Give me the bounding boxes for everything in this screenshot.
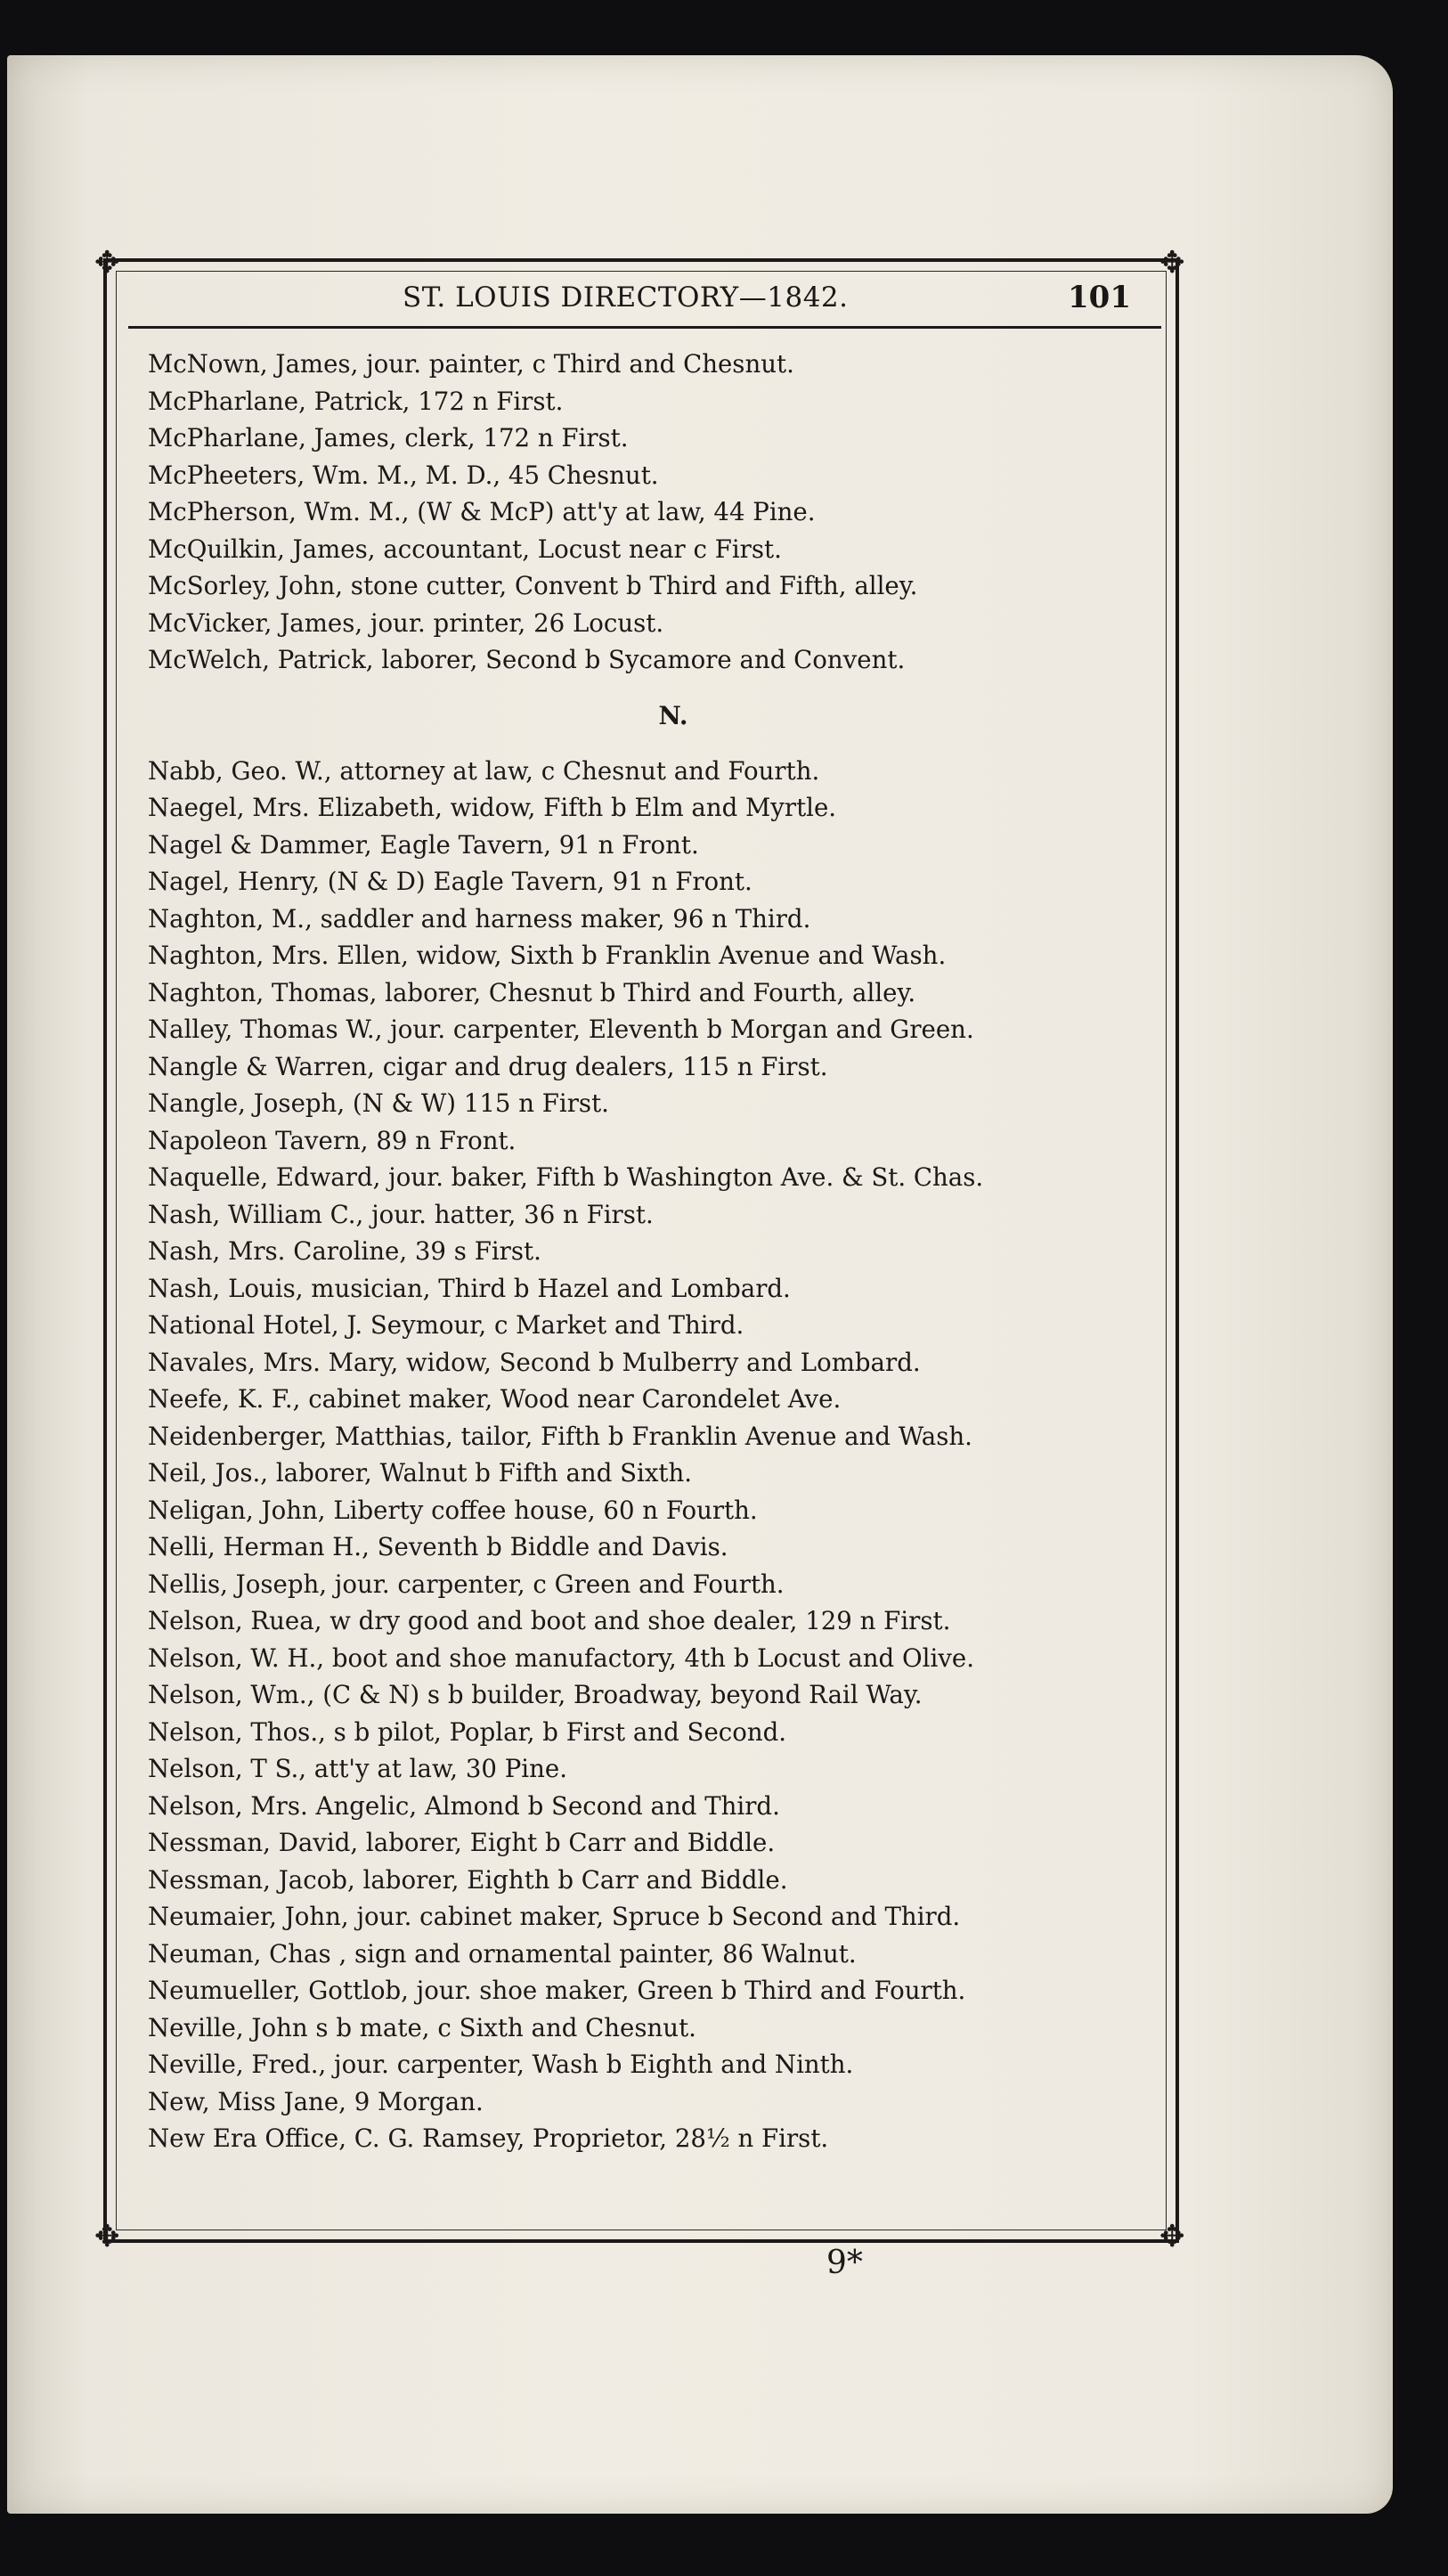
- directory-entry: Nelson, Mrs. Angelic, Almond b Second and Third.: [148, 1790, 780, 1821]
- directory-entry: Navales, Mrs. Mary, widow, Second b Mulberry and Lombard.: [148, 1347, 921, 1377]
- directory-entry: Neville, Fred., jour. carpenter, Wash b Eighth and Ninth.: [148, 2050, 854, 2079]
- directory-entry: McPheeters, Wm. M., M. D., 45 Chesnut.: [148, 460, 659, 490]
- directory-entry: Nelson, W. H., boot and shoe manufactory, 4th b Locust and Olive.: [148, 1643, 974, 1673]
- directory-entry: Naegel, Mrs. Elizabeth, widow, Fifth b Elm and Myrtle.: [148, 793, 837, 822]
- directory-entry: Nelson, Thos., s b pilot, Poplar, b First and Second.: [148, 1716, 787, 1747]
- directory-entry: Neumueller, Gottlob, jour. shoe maker, Green b Third and Fourth.: [148, 1976, 966, 2005]
- directory-entry: McPharlane, James, clerk, 172 n First.: [148, 423, 629, 452]
- directory-entry: New Era Office, C. G. Ramsey, Proprietor, 28½ n First.: [148, 2124, 829, 2153]
- directory-entry: McVicker, James, jour. printer, 26 Locust.: [148, 607, 664, 638]
- directory-entry: Neil, Jos., laborer, Walnut b Fifth and Sixth.: [148, 1458, 693, 1488]
- directory-entry: Nelson, T S., att'y at law, 30 Pine.: [148, 1754, 567, 1783]
- directory-entry: McQuilkin, James, accountant, Locust near c First.: [148, 534, 782, 564]
- directory-entry: Nash, Louis, musician, Third b Hazel and Lombard.: [148, 1273, 791, 1303]
- directory-entry: Nash, William C., jour. hatter, 36 n First.: [148, 1199, 654, 1229]
- directory-entry: Nessman, David, laborer, Eight b Carr and Biddle.: [148, 1828, 776, 1857]
- page-header: [134, 278, 1158, 328]
- directory-entry: Nelli, Herman H., Seventh b Biddle and Davis.: [148, 1532, 728, 1561]
- header-rule: [128, 326, 1161, 329]
- directory-entry: McSorley, John, stone cutter, Convent b Third and Fifth, alley.: [148, 571, 918, 600]
- directory-entry: McPherson, Wm. M., (W & McP) att'y at law, 44 Pine.: [148, 497, 816, 526]
- directory-entry: Neumaier, John, jour. cabinet maker, Spruce b Second and Third.: [148, 1902, 961, 1931]
- corner-ornament-icon: ✥: [94, 245, 120, 281]
- directory-entry: Nalley, Thomas W., jour. carpenter, Eleventh b Morgan and Green.: [148, 1015, 974, 1044]
- corner-ornament-icon: ✥: [1159, 2219, 1185, 2254]
- directory-entry: Naghton, Mrs. Ellen, widow, Sixth b Franklin Avenue and Wash.: [148, 941, 947, 970]
- directory-entry: Naghton, Thomas, laborer, Chesnut b Third and Fourth, alley.: [148, 977, 916, 1007]
- directory-entry: Neville, John s b mate, c Sixth and Chesnut.: [148, 2012, 696, 2042]
- directory-entries: [148, 346, 1163, 2157]
- directory-entry: McNown, James, jour. painter, c Third and Chesnut.: [148, 349, 794, 379]
- directory-entry: Nelson, Wm., (C & N) s b builder, Broadway, beyond Rail Way.: [148, 1680, 923, 1709]
- directory-entry: Nagel & Dammer, Eagle Tavern, 91 n Front.: [148, 829, 699, 860]
- corner-ornament-icon: ✥: [94, 2219, 120, 2254]
- directory-entry: New, Miss Jane, 9 Morgan.: [148, 2086, 484, 2116]
- directory-entry: National Hotel, J. Seymour, c Market and Third.: [148, 1310, 744, 1340]
- directory-entry: McPharlane, Patrick, 172 n First.: [148, 386, 564, 416]
- directory-entry: Nessman, Jacob, laborer, Eighth b Carr and Biddle.: [148, 1864, 788, 1895]
- directory-entry: Nash, Mrs. Caroline, 39 s First.: [148, 1236, 541, 1266]
- directory-entry: Neligan, John, Liberty coffee house, 60 n Fourth.: [148, 1495, 758, 1525]
- corner-ornament-icon: ✥: [1159, 245, 1185, 281]
- directory-entry: Naghton, M., saddler and harness maker, 96 n Third.: [148, 903, 811, 933]
- directory-entry: Nelson, Ruea, w dry good and boot and shoe dealer, 129 n First.: [148, 1606, 951, 1635]
- directory-entry: Naquelle, Edward, jour. baker, Fifth b Washington Ave. & St. Chas.: [148, 1162, 984, 1192]
- directory-entry: Nangle, Joseph, (N & W) 115 n First.: [148, 1088, 609, 1118]
- directory-entry: McWelch, Patrick, laborer, Second b Sycamore and Convent.: [148, 645, 906, 674]
- directory-entry: Neuman, Chas , sign and ornamental painter, 86 Walnut.: [148, 1938, 857, 1969]
- directory-entry: Neefe, K. F., cabinet maker, Wood near Carondelet Ave.: [148, 1384, 842, 1414]
- signature-mark: 9*: [826, 2245, 863, 2281]
- directory-entry: Nabb, Geo. W., attorney at law, c Chesnut and Fourth.: [148, 755, 820, 786]
- directory-entry: Nellis, Joseph, jour. carpenter, c Green and Fourth.: [148, 1569, 785, 1599]
- running-head: ST. LOUIS DIRECTORY—1842.: [403, 281, 849, 314]
- section-letter-heading: N.: [658, 700, 688, 730]
- directory-entry: Nagel, Henry, (N & D) Eagle Tavern, 91 n Front.: [148, 867, 752, 896]
- directory-entry: Napoleon Tavern, 89 n Front.: [148, 1125, 517, 1155]
- page-number: 101: [1068, 280, 1131, 315]
- directory-entry: Neidenberger, Matthias, tailor, Fifth b Franklin Avenue and Wash.: [148, 1421, 972, 1451]
- directory-entry: Nangle & Warren, cigar and drug dealers, 115 n First.: [148, 1051, 828, 1081]
